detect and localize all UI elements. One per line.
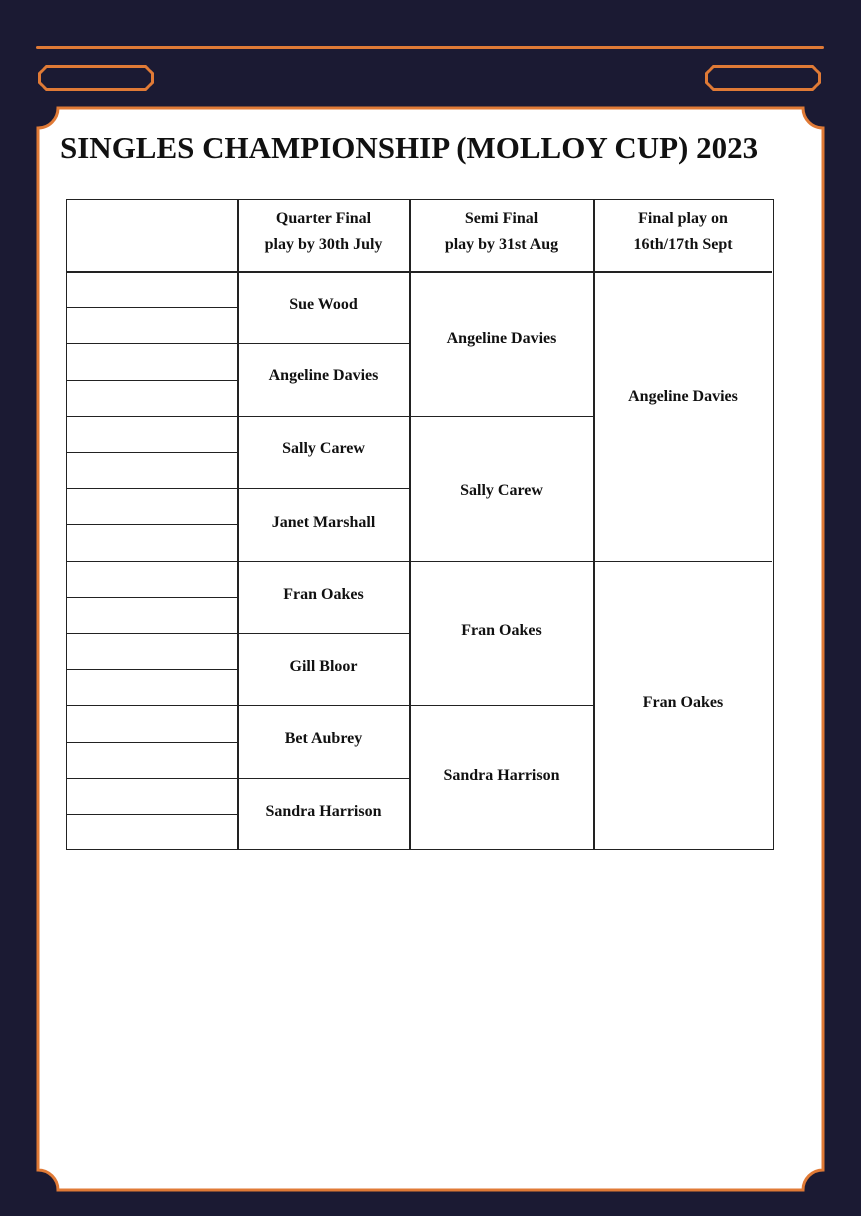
header-semi-line1: Semi Final — [464, 210, 539, 227]
entry-line — [67, 416, 239, 417]
quarter-finalist: Janet Marshall — [271, 514, 376, 531]
entry-line — [67, 380, 239, 381]
entry-line — [67, 633, 239, 634]
quarter-finalist: Gill Bloor — [289, 658, 358, 675]
header-semi-line2: play by 31st Aug — [444, 236, 559, 253]
semi-divider — [410, 416, 594, 417]
header-quarter-line1: Quarter Final — [275, 210, 372, 227]
entry-line — [67, 778, 239, 779]
page-title: SINGLES CHAMPIONSHIP (MOLLOY CUP) 2023 — [60, 130, 759, 165]
semi-divider — [410, 561, 594, 562]
header-divider — [67, 271, 772, 273]
entry-line — [67, 307, 239, 308]
column-divider — [593, 200, 595, 850]
entry-line — [67, 669, 239, 670]
quarter-finalist: Bet Aubrey — [284, 730, 363, 747]
quarter-divider — [238, 778, 410, 779]
column-divider — [409, 200, 411, 850]
header-final-line1: Final play on — [638, 210, 728, 227]
header-quarter-final — [238, 206, 409, 258]
quarter-divider — [238, 488, 410, 489]
entry-line — [67, 452, 239, 453]
quarter-finalist: Sally Carew — [282, 440, 365, 457]
quarter-divider — [238, 416, 410, 417]
semi-finalist: Sally Carew — [460, 482, 543, 499]
semi-finalist: Fran Oakes — [461, 622, 542, 639]
draw-table — [66, 199, 774, 850]
header-final-line2: 16th/17th Sept — [633, 236, 733, 253]
quarter-divider — [238, 561, 410, 562]
entry-line — [67, 524, 239, 525]
entry-line — [67, 488, 239, 489]
entry-line — [67, 561, 239, 562]
entry-line — [67, 742, 239, 743]
quarter-divider — [238, 343, 410, 344]
entry-line — [67, 705, 239, 706]
quarter-finalist: Fran Oakes — [283, 586, 364, 603]
quarter-divider — [238, 705, 410, 706]
final-divider — [594, 561, 772, 562]
entry-line — [67, 597, 239, 598]
entry-line — [67, 814, 239, 815]
semi-finalist: Sandra Harrison — [443, 767, 560, 784]
quarter-finalist: Angeline Davies — [268, 367, 379, 384]
quarter-divider — [238, 633, 410, 634]
header-semi-final — [410, 206, 593, 258]
quarter-finalist: Sue Wood — [289, 296, 358, 313]
entry-line — [67, 343, 239, 344]
finalist: Fran Oakes — [642, 694, 724, 711]
semi-divider — [410, 705, 594, 706]
finalist: Angeline Davies — [628, 388, 738, 405]
semi-finalist: Angeline Davies — [446, 330, 557, 347]
header-final — [594, 206, 772, 258]
quarter-finalist: Sandra Harrison — [265, 803, 382, 820]
header-quarter-line2: play by 30th July — [264, 236, 383, 253]
